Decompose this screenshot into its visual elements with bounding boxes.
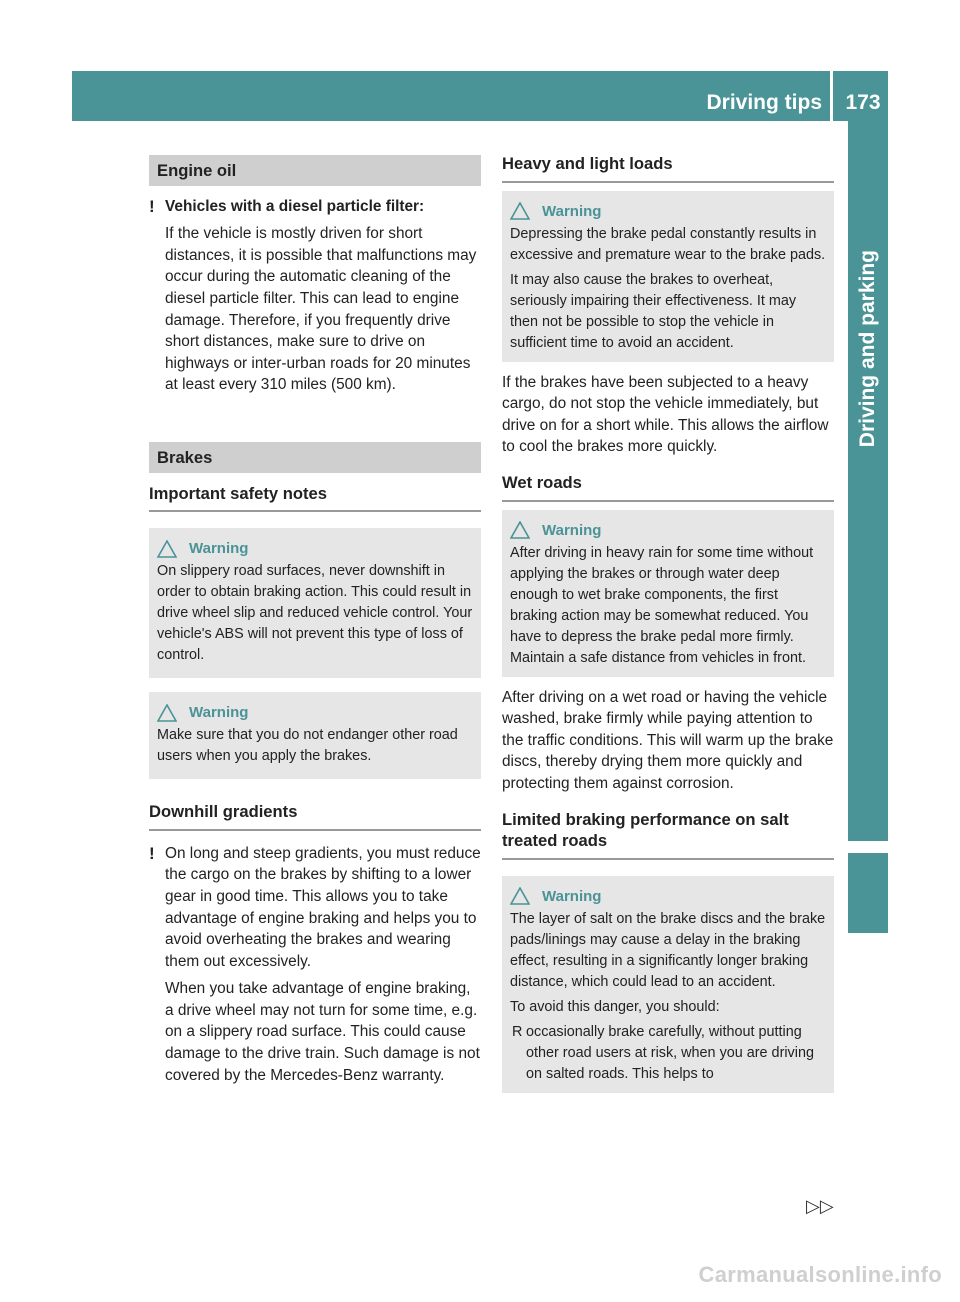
- subheading-downhill: Downhill gradients: [149, 801, 481, 831]
- warning-text: The layer of salt on the brake discs and the brake pads/linings may cause a delay in the braking effect, resulting in a significantly longer braking distance, which could lead to an accident.: [510, 910, 826, 990]
- notice-icon: !: [149, 843, 155, 863]
- header-separator: [830, 71, 833, 121]
- warning-box-endanger: [149, 692, 481, 779]
- side-tab-label: Driving and parking: [856, 250, 879, 448]
- bullet-mark: R: [512, 1023, 523, 1040]
- list-item: [510, 1022, 826, 1085]
- section-heading-brakes: Brakes: [149, 442, 481, 473]
- warning-box-downshift: [149, 528, 481, 678]
- notice-downhill: [149, 843, 481, 1087]
- notice-diesel-filter: [149, 196, 481, 396]
- warning-title: Warning: [542, 202, 602, 220]
- warning-title: Warning: [542, 887, 602, 905]
- warning-title: Warning: [542, 521, 602, 539]
- notice-icon: !: [149, 196, 155, 216]
- warning-header: [157, 702, 473, 723]
- warning-triangle-icon: [157, 540, 177, 558]
- subheading-wet-roads: Wet roads: [502, 472, 834, 502]
- warning-triangle-icon: [510, 521, 530, 539]
- side-tab: [848, 121, 888, 841]
- warning-header: [510, 886, 826, 907]
- footer-watermark: Carmanualsonline.info: [698, 1262, 942, 1287]
- notice-text: When you take advantage of engine braking, a drive wheel may not turn for some time, e.g. on a slippery road surface. This could cause damage to the drive train. Such damage is not covered by the Mercedes-Benz warranty.: [165, 980, 480, 1084]
- warning-triangle-icon: [510, 887, 530, 905]
- warning-triangle-icon: [157, 704, 177, 722]
- body-paragraph: After driving on a wet road or having the vehicle washed, brake firmly while paying attention to the traffic conditions. This will warm up the brake discs, thereby drying them more quickly and protecting them against corrosion.: [502, 688, 834, 792]
- warning-box-wet: [502, 510, 834, 677]
- warning-text: After driving in heavy rain for some time without applying the brakes or through water deep enough to wet brake components, the first braking action may be somewhat reduced. You have to depress the brake pedal more firmly. Maintain a safe distance from vehicles in front.: [510, 544, 814, 666]
- warning-header: [510, 201, 826, 222]
- notice-text: On long and steep gradients, you must reduce the cargo on the brakes by shifting to a lower gear in good time. This allows you to take advantage of engine braking and helps you to avoid overheating the brakes and wearing them out excessively.: [165, 844, 481, 970]
- body-paragraph: If the brakes have been subjected to a heavy cargo, do not stop the vehicle immediately, but drive on for a short while. This allows the airflow to cool the brakes more quickly.: [502, 373, 829, 456]
- side-tab-gap: [848, 841, 888, 853]
- subheading-loads: Heavy and light loads: [502, 153, 834, 183]
- subheading-safety-notes: Important safety notes: [149, 483, 481, 513]
- notice-text: If the vehicle is mostly driven for short distances, it is possible that malfunctions may occur during the automatic cleaning of the diesel particle filter. This can lead to engine damage. Therefore, if you frequently drive short distances, make sure to drive on highways or inter-urban roads for 20 minutes at least every 310 miles (500 km).: [165, 225, 477, 394]
- warning-text: It may also cause the brakes to overheat, seriously impairing their effectiveness. It may then not be possible to stop the vehicle in sufficient time to avoid an accident.: [510, 271, 797, 351]
- warning-header: [510, 520, 826, 541]
- warning-text: Make sure that you do not endanger other road users when you apply the brakes.: [157, 727, 458, 765]
- notice-lead: Vehicles with a diesel particle filter:: [165, 197, 425, 215]
- side-tab-marker: [848, 853, 888, 933]
- warning-title: Warning: [189, 704, 249, 722]
- bullet-text: occasionally brake carefully, without putting other road users at risk, when you are driving on salted roads. This helps to: [526, 1023, 814, 1082]
- page-number: 173: [845, 91, 881, 114]
- warning-header: [157, 538, 473, 559]
- subheading-salt: Limited braking performance on salt treated roads: [502, 809, 834, 860]
- continue-arrow-icon: ▷▷: [806, 1196, 834, 1216]
- header-title: Driving tips: [706, 91, 822, 114]
- warning-title: Warning: [189, 540, 249, 558]
- left-column: [149, 150, 481, 1092]
- warning-text: To avoid this danger, you should:: [510, 998, 720, 1015]
- section-heading-engine-oil: Engine oil: [149, 155, 481, 186]
- warning-box-salt: [502, 876, 834, 1093]
- warning-triangle-icon: [510, 202, 530, 220]
- warning-text: On slippery road surfaces, never downshift in order to obtain braking action. This could result in drive wheel slip and reduced vehicle control. Your vehicle's ABS will not prevent this type of loss of control.: [157, 563, 473, 664]
- warning-text: Depressing the brake pedal constantly results in excessive and premature wear to the brake pads.: [510, 225, 826, 263]
- right-column: [502, 150, 834, 1093]
- warning-box-brake-wear: [502, 191, 834, 362]
